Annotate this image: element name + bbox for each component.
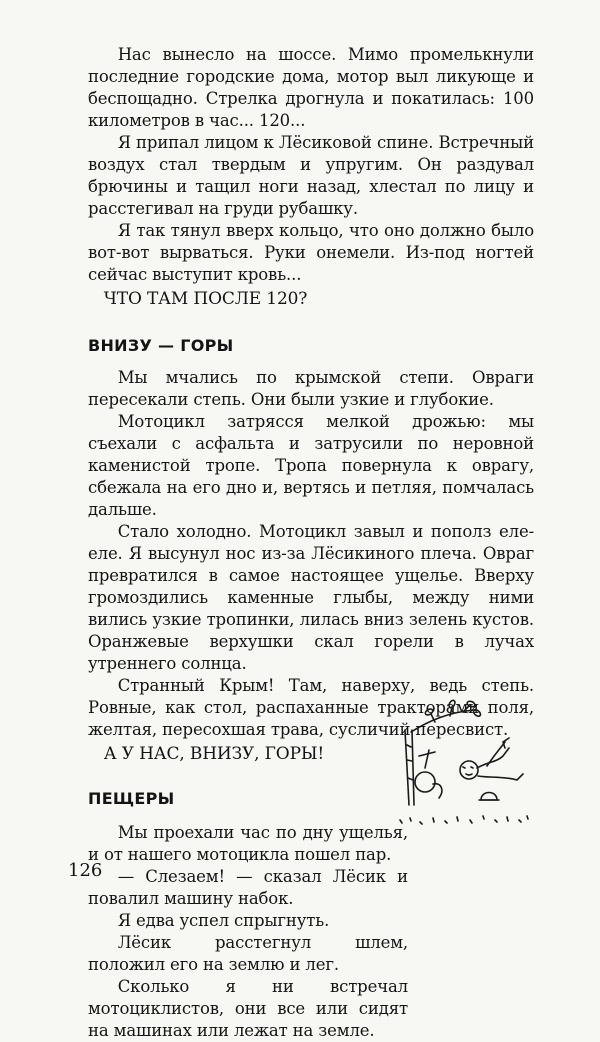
paragraph: Нас вынесло на шоссе. Мимо промелькнули последние городские дома, мотор выл ликующе и беспощадно. Стрелка дрогнула и покатилась: 100 километров в час... 120... [88, 45, 534, 130]
paragraph: Мы мчались по крымской степи. Овраги пересекали степь. Они были узкие и глубокие. [88, 368, 534, 409]
illustration-boy-resting-by-tree [395, 690, 535, 835]
paragraph: Странный Крым! Там, наверху, ведь степь. Ровные, как стол, распаханные тракторами поля, желтая, пересохшая трава, сусличий пересвист. [88, 676, 534, 739]
section-heading: ПЕЩЕРЫ [88, 789, 175, 808]
paragraph: Я так тянул вверх кольцо, что оно должно было вот-вот вырваться. Руки онемели. Из-под ногтей сейчас выступит кровь... [88, 221, 534, 284]
paragraph: Мотоцикл затрясся мелкой дрожью: мы съехали с асфальта и затрусили по неровной каменистой тропе. Тропа повернула к оврагу, сбежала на его дно и, вертясь и петляя, помчалась дальше. [88, 412, 534, 519]
paragraph: Лёсик расстегнул шлем, положил его на землю и лег. [88, 933, 408, 974]
paragraph: Мы проехали час по дну ущелья, и от нашего мотоцикла пошел пар. [88, 823, 408, 864]
text-column-narrow [88, 822, 408, 1042]
paragraph: Стало холодно. Мотоцикл завыл и пополз еле-еле. Я высунул нос из-за Лёсикиного плеча. Овраг превратился в самое настоящее ущелье. Вверху громоздились каменные глыбы, между ними вились узкие тропинки, лилась вниз зелень кустов. Оранжевые верхушки скал горели в лучах утреннего солнца. [88, 522, 534, 673]
section-heading: ВНИЗУ — ГОРЫ [88, 336, 234, 355]
caps-line [88, 288, 534, 310]
page-text [88, 44, 534, 1042]
page-number: 126 [68, 860, 103, 881]
caps-line-text: А У НАС, ВНИЗУ, ГОРЫ! [103, 744, 325, 764]
caps-line-text: ЧТО ТАМ ПОСЛЕ 120? [103, 289, 308, 309]
paragraph: Сколько я ни встречал мотоциклистов, они все или сидят на машинах или лежат на земле. [88, 977, 408, 1040]
paragraph: — Слезаем! — сказал Лёсик и повалил машину набок. [88, 867, 408, 908]
paragraph: Я припал лицом к Лёсиковой спине. Встречный воздух стал твердым и упругим. Он раздувал брючины и тащил ноги назад, хлестал по лицу и расстегивал на груди рубашку. [88, 133, 534, 218]
paragraph: Я едва успел спрыгнуть. [117, 911, 330, 930]
